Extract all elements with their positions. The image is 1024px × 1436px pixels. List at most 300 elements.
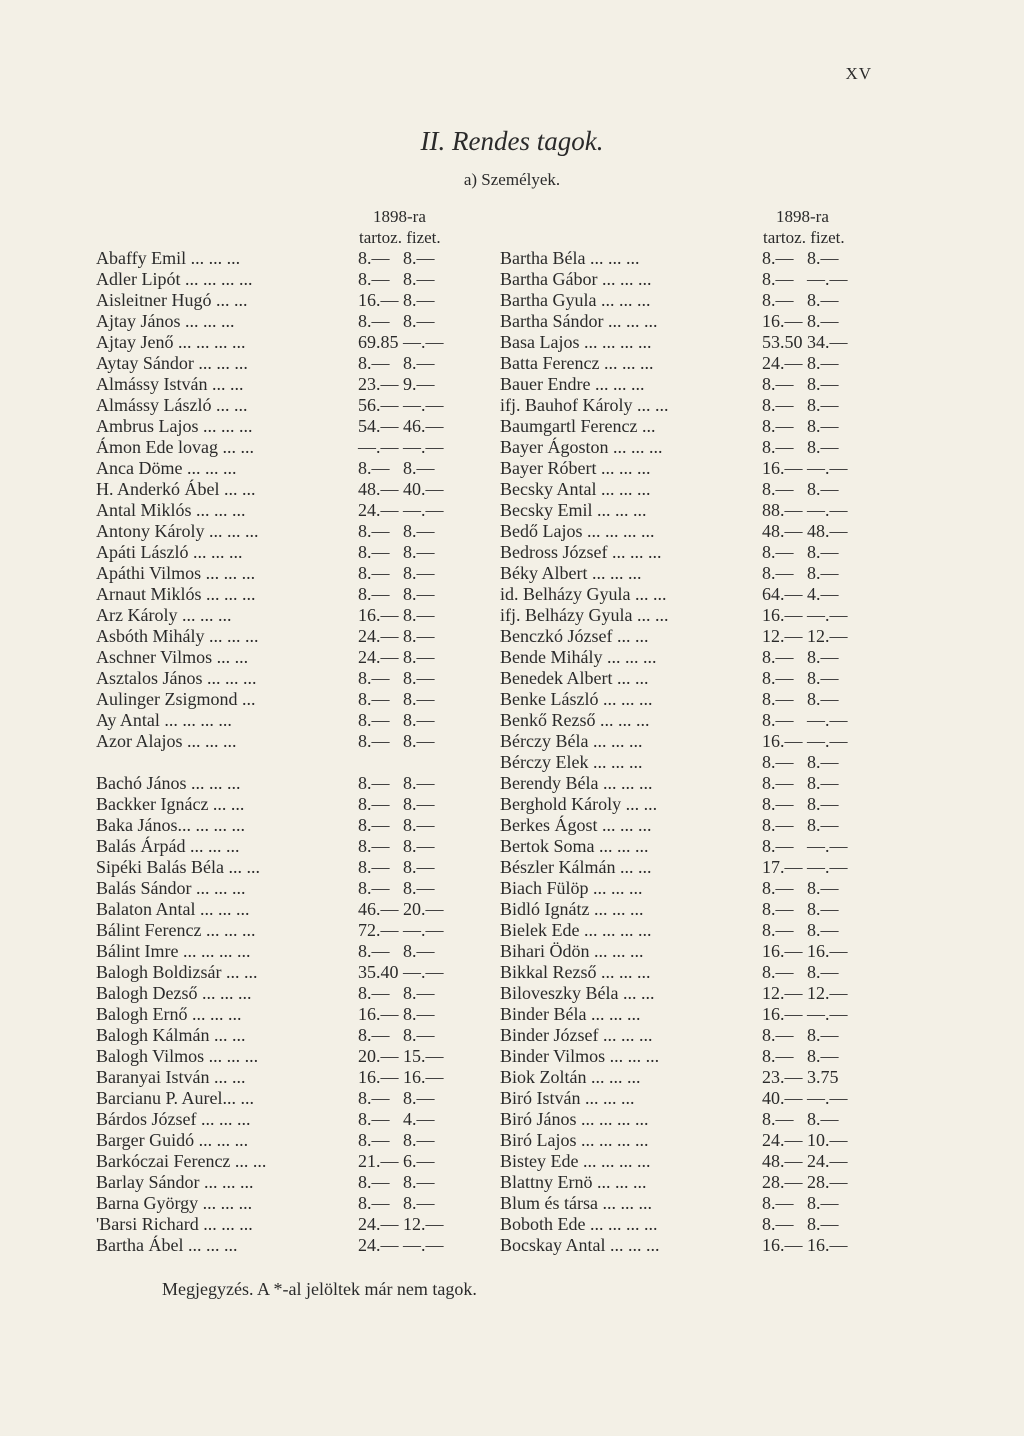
amount-paid: 48.— <box>807 521 848 541</box>
amount-due: 54.— <box>358 416 399 436</box>
amount-paid: 8.— <box>807 1214 839 1234</box>
member-name: Bachó János ... ... ... <box>96 773 241 793</box>
member-name: Bartha Ábel ... ... ... <box>96 1235 238 1255</box>
member-name: Bárdos József ... ... ... <box>96 1109 251 1129</box>
amount-paid: —.— <box>403 1235 444 1255</box>
amount-paid: 8.— <box>807 1109 839 1129</box>
member-name: Bende Mihály ... ... ... <box>500 647 657 667</box>
amount-due: 8.— <box>358 248 390 268</box>
member-row <box>500 689 880 710</box>
amount-paid: 8.— <box>403 857 435 877</box>
amount-paid: 40.— <box>403 479 444 499</box>
amount-due: 8.— <box>358 521 390 541</box>
amount-paid: 8.— <box>807 1046 839 1066</box>
amount-due: 8.— <box>762 878 794 898</box>
member-row <box>500 311 880 332</box>
amount-due: 8.— <box>762 542 794 562</box>
member-name: Bedő Lajos ... ... ... ... <box>500 521 655 541</box>
member-name: Antal Miklós ... ... ... <box>96 500 246 520</box>
member-name: Biró Lajos ... ... ... ... <box>500 1130 649 1150</box>
member-name: Bedross József ... ... ... <box>500 542 662 562</box>
amount-paid: 12.— <box>403 1214 444 1234</box>
amount-paid: —.— <box>807 731 848 751</box>
amount-due: 23.— <box>762 1067 803 1087</box>
amount-due: 24.— <box>358 647 399 667</box>
member-name: Baranyai István ... ... <box>96 1067 246 1087</box>
amount-paid: —.— <box>403 962 444 982</box>
amount-due: 8.— <box>358 689 390 709</box>
amount-paid: —.— <box>807 1088 848 1108</box>
member-row <box>500 773 880 794</box>
member-row <box>500 857 880 878</box>
member-row <box>96 836 476 857</box>
amount-due: 8.— <box>762 395 794 415</box>
member-row <box>500 1046 880 1067</box>
member-name: Arz Károly ... ... ... <box>96 605 232 625</box>
amount-paid: 3.75 <box>807 1067 839 1087</box>
amount-paid: 8.— <box>807 437 839 457</box>
member-name: Biloveszky Béla ... ... <box>500 983 655 1003</box>
member-name: Becsky Antal ... ... ... <box>500 479 651 499</box>
member-row <box>500 269 880 290</box>
amount-paid: 8.— <box>403 584 435 604</box>
member-name: Adler Lipót ... ... ... ... <box>96 269 253 289</box>
amount-paid: —.— <box>807 458 848 478</box>
member-name: H. Anderkó Ábel ... ... <box>96 479 256 499</box>
amount-paid: 8.— <box>807 248 839 268</box>
amount-paid: 8.— <box>807 290 839 310</box>
member-name: Aulinger Zsigmond ... <box>96 689 256 709</box>
member-row <box>96 605 476 626</box>
amount-due: 8.— <box>762 1193 794 1213</box>
member-name: Barcianu P. Aurel... ... <box>96 1088 254 1108</box>
amount-due: 8.— <box>762 899 794 919</box>
amount-paid: 6.— <box>403 1151 435 1171</box>
member-name: Ajtay János ... ... ... <box>96 311 235 331</box>
member-name: Aytay Sándor ... ... ... <box>96 353 248 373</box>
amount-due: 8.— <box>358 1025 390 1045</box>
member-name: Bertok Soma ... ... ... <box>500 836 649 856</box>
member-name: Ajtay Jenő ... ... ... ... <box>96 332 246 352</box>
amount-paid: 8.— <box>807 794 839 814</box>
amount-due: 8.— <box>358 1088 390 1108</box>
amount-due: 8.— <box>762 248 794 268</box>
member-row <box>96 584 476 605</box>
member-name: ifj. Bauhof Károly ... ... <box>500 395 669 415</box>
member-name: Becsky Emil ... ... ... <box>500 500 647 520</box>
member-row <box>96 1025 476 1046</box>
amount-paid: 8.— <box>807 815 839 835</box>
amount-due: 8.— <box>762 962 794 982</box>
member-row <box>96 899 476 920</box>
member-name: Asbóth Mihály ... ... ... <box>96 626 259 646</box>
member-row <box>500 542 880 563</box>
amount-due: 8.— <box>762 1109 794 1129</box>
amount-due: 8.— <box>762 647 794 667</box>
member-row <box>500 1130 880 1151</box>
amount-paid: —.— <box>403 920 444 940</box>
member-row <box>96 332 476 353</box>
member-name: id. Belházy Gyula ... ... <box>500 584 667 604</box>
amount-paid: 8.— <box>807 773 839 793</box>
member-row <box>96 752 476 773</box>
member-row <box>96 311 476 332</box>
member-row <box>500 668 880 689</box>
member-name: Aschner Vilmos ... ... <box>96 647 249 667</box>
amount-due: 8.— <box>358 353 390 373</box>
amount-due: 28.— <box>762 1172 803 1192</box>
member-name: Blattny Ernö ... ... ... <box>500 1172 647 1192</box>
amount-due: 8.— <box>762 773 794 793</box>
member-row <box>500 1025 880 1046</box>
member-name: Binder Vilmos ... ... ... <box>500 1046 660 1066</box>
member-row <box>96 689 476 710</box>
member-row <box>500 731 880 752</box>
member-name: Balogh Kálmán ... ... <box>96 1025 246 1045</box>
amount-paid: 8.— <box>403 269 435 289</box>
amount-due: 8.— <box>358 1130 390 1150</box>
amount-due: 8.— <box>762 1046 794 1066</box>
amount-due: 8.— <box>358 857 390 877</box>
member-name: Balogh Ernő ... ... ... <box>96 1004 242 1024</box>
amount-due: 24.— <box>762 1130 803 1150</box>
member-name: Apáti László ... ... ... <box>96 542 243 562</box>
member-name: Ámon Ede lovag ... ... <box>96 437 254 457</box>
amount-due: 48.— <box>762 521 803 541</box>
member-name: Binder Béla ... ... ... <box>500 1004 641 1024</box>
member-row <box>96 1172 476 1193</box>
member-row <box>96 962 476 983</box>
amount-paid: 8.— <box>807 899 839 919</box>
member-row <box>500 248 880 269</box>
amount-paid: 8.— <box>807 311 839 331</box>
member-name: Basa Lajos ... ... ... ... <box>500 332 652 352</box>
member-name: Berendy Béla ... ... ... <box>500 773 653 793</box>
member-name: Benke László ... ... ... <box>500 689 653 709</box>
amount-paid: 8.— <box>403 815 435 835</box>
amount-due: 8.— <box>762 794 794 814</box>
member-name: Bálint Ferencz ... ... ... <box>96 920 256 940</box>
member-name: Bérczy Béla ... ... ... <box>500 731 643 751</box>
member-name: Bartha Gyula ... ... ... <box>500 290 651 310</box>
member-name: Apáthi Vilmos ... ... ... <box>96 563 256 583</box>
member-row <box>500 374 880 395</box>
amount-paid: —.— <box>403 332 444 352</box>
member-name: Bészler Kálmán ... ... <box>500 857 652 877</box>
amount-paid: 8.— <box>403 353 435 373</box>
member-name: Balás Árpád ... ... ... <box>96 836 240 856</box>
amount-due: 24.— <box>358 1214 399 1234</box>
member-name: Asztalos János ... ... ... <box>96 668 257 688</box>
member-row <box>96 878 476 899</box>
member-row <box>96 479 476 500</box>
member-name: Balaton Antal ... ... ... <box>96 899 250 919</box>
amount-due: 16.— <box>762 311 803 331</box>
amount-paid: 8.— <box>403 542 435 562</box>
member-name: Bistey Ede ... ... ... ... <box>500 1151 651 1171</box>
member-row <box>500 899 880 920</box>
member-name: Bihari Ödön ... ... ... <box>500 941 644 961</box>
member-row <box>96 668 476 689</box>
amount-due: 16.— <box>762 941 803 961</box>
amount-paid: 8.— <box>807 1025 839 1045</box>
member-name: Balogh Boldizsár ... ... <box>96 962 258 982</box>
member-name: Bartha Béla ... ... ... <box>500 248 640 268</box>
amount-due: 16.— <box>762 605 803 625</box>
member-row <box>500 395 880 416</box>
member-name: Aisleitner Hugó ... ... <box>96 290 248 310</box>
member-row <box>96 395 476 416</box>
amount-paid: 8.— <box>807 689 839 709</box>
amount-due: 48.— <box>762 1151 803 1171</box>
member-name: Berghold Károly ... ... <box>500 794 658 814</box>
member-name: Bérczy Elek ... ... ... <box>500 752 643 772</box>
amount-paid: 8.— <box>403 878 435 898</box>
amount-paid: 8.— <box>403 941 435 961</box>
amount-due: 53.50 <box>762 332 803 352</box>
member-row <box>500 836 880 857</box>
amount-due: 8.— <box>762 815 794 835</box>
amount-paid: —.— <box>807 269 848 289</box>
member-row <box>500 353 880 374</box>
member-list-left <box>96 248 476 1256</box>
amount-paid: 16.— <box>807 941 848 961</box>
member-name: Backker Ignácz ... ... <box>96 794 245 814</box>
amount-due: 8.— <box>762 290 794 310</box>
amount-due: 8.— <box>762 374 794 394</box>
member-name: Berkes Ágost ... ... ... <box>500 815 652 835</box>
amount-paid: 8.— <box>807 374 839 394</box>
amount-due: 56.— <box>358 395 399 415</box>
column-header-fields: tartoz. fizet. <box>763 228 845 247</box>
amount-paid: 8.— <box>807 416 839 436</box>
member-row <box>96 374 476 395</box>
amount-paid: —.— <box>403 395 444 415</box>
footnote: Megjegyzés. A *-al jelöltek már nem tagok. <box>162 1279 477 1299</box>
amount-due: 8.— <box>762 416 794 436</box>
amount-due: 8.— <box>358 668 390 688</box>
amount-due: 8.— <box>358 941 390 961</box>
column-header-year: 1898-ra <box>373 207 426 226</box>
amount-due: 23.— <box>358 374 399 394</box>
amount-paid: 4.— <box>403 1109 435 1129</box>
member-name: Benedek Albert ... ... <box>500 668 649 688</box>
amount-paid: 8.— <box>807 752 839 772</box>
member-row <box>500 794 880 815</box>
member-name: Biró János ... ... ... ... <box>500 1109 649 1129</box>
member-row <box>500 584 880 605</box>
amount-paid: 8.— <box>403 290 435 310</box>
member-row <box>500 437 880 458</box>
amount-due: —.— <box>358 437 399 457</box>
amount-paid: 8.— <box>807 878 839 898</box>
amount-due: 8.— <box>358 311 390 331</box>
member-name: Sipéki Balás Béla ... ... <box>96 857 260 877</box>
amount-paid: —.— <box>807 710 848 730</box>
amount-paid: 8.— <box>807 962 839 982</box>
member-row <box>500 1172 880 1193</box>
member-row <box>96 542 476 563</box>
amount-paid: 8.— <box>807 353 839 373</box>
member-row <box>96 1130 476 1151</box>
amount-paid: 8.— <box>403 1130 435 1150</box>
amount-paid: 8.— <box>403 1088 435 1108</box>
member-name: Balogh Vilmos ... ... ... <box>96 1046 259 1066</box>
member-row <box>96 710 476 731</box>
member-row <box>96 857 476 878</box>
column-header-year: 1898-ra <box>776 207 829 226</box>
amount-due: 46.— <box>358 899 399 919</box>
member-row <box>96 290 476 311</box>
page-number: XV <box>845 64 872 83</box>
amount-paid: —.— <box>807 857 848 877</box>
amount-paid: 8.— <box>807 1193 839 1213</box>
amount-paid: 9.— <box>403 374 435 394</box>
member-name: Baumgartl Ferencz ... <box>500 416 656 436</box>
amount-due: 8.— <box>358 794 390 814</box>
member-name: Batta Ferencz ... ... ... <box>500 353 654 373</box>
member-name: Binder József ... ... ... <box>500 1025 653 1045</box>
member-row <box>96 500 476 521</box>
member-name: Ay Antal ... ... ... ... <box>96 710 232 730</box>
amount-paid: 8.— <box>403 458 435 478</box>
member-row <box>96 815 476 836</box>
member-row <box>500 878 880 899</box>
member-name: Abaffy Emil ... ... ... <box>96 248 241 268</box>
amount-due: 8.— <box>358 815 390 835</box>
amount-paid: —.— <box>807 1004 848 1024</box>
amount-paid: 8.— <box>403 1172 435 1192</box>
member-row <box>500 710 880 731</box>
member-row <box>500 1088 880 1109</box>
column-header-fields: tartoz. fizet. <box>359 228 441 247</box>
member-row <box>500 290 880 311</box>
amount-paid: 8.— <box>807 542 839 562</box>
member-row <box>500 626 880 647</box>
member-row <box>96 941 476 962</box>
amount-paid: 8.— <box>403 626 435 646</box>
amount-due: 16.— <box>762 458 803 478</box>
amount-due: 8.— <box>358 458 390 478</box>
amount-paid: 12.— <box>807 626 848 646</box>
member-row <box>500 920 880 941</box>
section-title: II. Rendes tagok. <box>420 126 604 156</box>
amount-due: 8.— <box>762 752 794 772</box>
member-name: Biok Zoltán ... ... ... <box>500 1067 641 1087</box>
member-name: Balogh Dezső ... ... ... <box>96 983 252 1003</box>
member-row <box>96 416 476 437</box>
amount-due: 8.— <box>762 836 794 856</box>
amount-due: 8.— <box>762 269 794 289</box>
member-name: Anca Döme ... ... ... <box>96 458 237 478</box>
member-name: Bayer Ágoston ... ... ... <box>500 437 663 457</box>
member-row <box>500 1214 880 1235</box>
amount-paid: 8.— <box>403 836 435 856</box>
amount-due: 16.— <box>358 1004 399 1024</box>
amount-due: 24.— <box>358 500 399 520</box>
amount-due: 12.— <box>762 626 803 646</box>
member-row <box>96 269 476 290</box>
amount-due: 8.— <box>762 437 794 457</box>
member-row <box>96 1088 476 1109</box>
amount-due: 8.— <box>358 878 390 898</box>
member-name: Barkóczai Ferencz ... ... <box>96 1151 267 1171</box>
member-row <box>500 605 880 626</box>
amount-paid: 8.— <box>807 395 839 415</box>
amount-due: 16.— <box>358 290 399 310</box>
amount-paid: 15.— <box>403 1046 444 1066</box>
amount-due: 16.— <box>762 1004 803 1024</box>
member-name: Blum és társa ... ... ... <box>500 1193 652 1213</box>
amount-due: 8.— <box>762 668 794 688</box>
member-name: Bauer Endre ... ... ... <box>500 374 645 394</box>
member-name: Azor Alajos ... ... ... <box>96 731 237 751</box>
member-name: Bayer Róbert ... ... ... <box>500 458 651 478</box>
amount-paid: 8.— <box>403 983 435 1003</box>
amount-paid: 8.— <box>403 311 435 331</box>
amount-due: 24.— <box>358 626 399 646</box>
amount-due: 8.— <box>358 731 390 751</box>
amount-due: 16.— <box>762 1235 803 1255</box>
amount-paid: —.— <box>807 605 848 625</box>
member-row <box>500 1004 880 1025</box>
amount-paid: 8.— <box>403 248 435 268</box>
amount-due: 21.— <box>358 1151 399 1171</box>
amount-paid: 8.— <box>403 1004 435 1024</box>
member-row <box>500 962 880 983</box>
member-name: Antony Károly ... ... ... <box>96 521 259 541</box>
member-row <box>96 458 476 479</box>
amount-due: 8.— <box>358 773 390 793</box>
member-name: Bidló Ignátz ... ... ... <box>500 899 644 919</box>
member-name: Boboth Ede ... ... ... ... <box>500 1214 658 1234</box>
amount-paid: —.— <box>403 500 444 520</box>
amount-due: 12.— <box>762 983 803 1003</box>
member-name: Biach Fülöp ... ... ... <box>500 878 643 898</box>
member-name: Béky Albert ... ... ... <box>500 563 642 583</box>
amount-due: 8.— <box>358 269 390 289</box>
member-row <box>96 563 476 584</box>
member-row <box>96 1004 476 1025</box>
member-row <box>96 794 476 815</box>
amount-paid: 8.— <box>807 563 839 583</box>
amount-due: 8.— <box>358 1193 390 1213</box>
member-row <box>96 1214 476 1235</box>
member-row <box>96 920 476 941</box>
amount-paid: 28.— <box>807 1172 848 1192</box>
amount-due: 8.— <box>358 710 390 730</box>
member-name: Arnaut Miklós ... ... ... <box>96 584 256 604</box>
member-row <box>500 416 880 437</box>
amount-paid: 10.— <box>807 1130 848 1150</box>
amount-due: 16.— <box>358 605 399 625</box>
member-row <box>96 1067 476 1088</box>
member-row <box>96 626 476 647</box>
amount-due: 8.— <box>762 1025 794 1045</box>
member-name: Barna György ... ... ... <box>96 1193 253 1213</box>
member-row <box>96 1193 476 1214</box>
amount-paid: 46.— <box>403 416 444 436</box>
member-row <box>96 437 476 458</box>
amount-paid: 16.— <box>807 1235 848 1255</box>
amount-paid: 20.— <box>403 899 444 919</box>
member-name: Ambrus Lajos ... ... ... <box>96 416 253 436</box>
member-row <box>500 1235 880 1256</box>
amount-due: 35.40 <box>358 962 399 982</box>
member-row <box>96 1046 476 1067</box>
member-row <box>96 1151 476 1172</box>
member-row <box>500 1193 880 1214</box>
